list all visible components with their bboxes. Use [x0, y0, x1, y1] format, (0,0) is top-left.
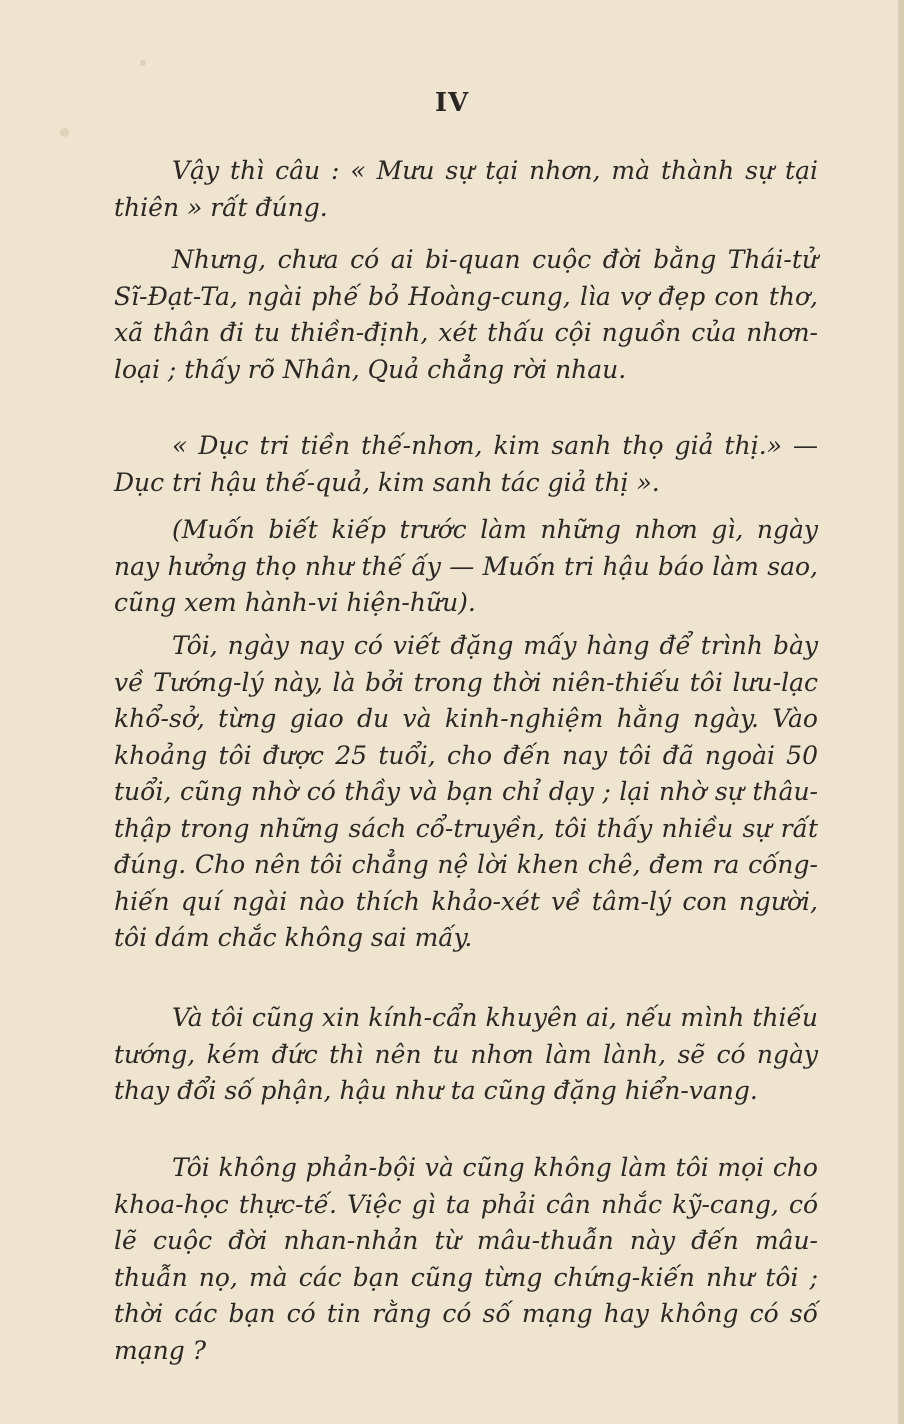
paragraph-text: Tôi không phản-bội và cũng không làm tôi mọi cho khoa-học thực-tế. Việc gì ta phải cân nhắc kỹ-cang, có lẽ cuộc đời nhan-nhản từ mâu-thuẫn này đến mâu-thuẫn nọ, mà các bạn cũng từng chứng-kiến như tôi ; thời các bạn có tin rằng có số mạng hay không có số mạng ?	[114, 1153, 818, 1365]
paragraph-2	[114, 242, 818, 388]
paragraph-4	[114, 512, 818, 622]
paragraph-5	[114, 628, 818, 957]
paragraph-text: (Muốn biết kiếp trước làm những nhơn gì, ngày nay hưởng thọ như thế ấy — Muốn tri hậu báo làm sao, cũng xem hành-vi hiện-hữu).	[114, 515, 818, 617]
paper-stain	[140, 60, 146, 66]
paragraph-7	[114, 1150, 818, 1369]
paragraph-6	[114, 1000, 818, 1110]
paragraph-text: Tôi, ngày nay có viết đặng mấy hàng để trình bày về Tướng-lý này, là bởi trong thời niên-thiếu tôi lưu-lạc khổ-sở, từng giao du và kinh-nghiệm hằng ngày. Vào khoảng tôi được 25 tuổi, cho đến nay tôi đã ngoài 50 tuổi, cũng nhờ có thầy và bạn chỉ dạy ; lại nhờ sự thâu-thập trong những sách cổ-truyền, tôi thấy nhiều sự rất đúng. Cho nên tôi chẳng nệ lời khen chê, đem ra cống-hiến quí ngài nào thích khảo-xét về tâm-lý con người, tôi dám chắc không sai mấy.	[114, 631, 818, 952]
paragraph-text: « Dục tri tiền thế-nhơn, kim sanh thọ giả thị.» — Dục tri hậu thế-quả, kim sanh tác giả thị ».	[114, 431, 818, 497]
paragraph-text: Vậy thì câu : « Mưu sự tại nhơn, mà thành sự tại thiên » rất đúng.	[114, 156, 818, 222]
paper-stain	[60, 128, 69, 137]
paragraph-text: Và tôi cũng xin kính-cẩn khuyên ai, nếu mình thiếu tướng, kém đức thì nên tu nhơn làm lành, sẽ có ngày thay đổi số phận, hậu như ta cũng đặng hiển-vang.	[114, 1003, 818, 1105]
paragraph-3	[114, 428, 818, 501]
paragraph-1	[114, 153, 818, 226]
page-number: IV	[434, 88, 470, 118]
paragraph-text: Nhưng, chưa có ai bi-quan cuộc đời bằng Thái-tử Sĩ-Đạt-Ta, ngài phế bỏ Hoàng-cung, lìa vợ đẹp con thơ, xã thân đi tu thiền-định, xét thấu cội nguồn của nhơn-loại ; thấy rõ Nhân, Quả chẳng rời nhau.	[114, 245, 818, 384]
page-edge	[898, 0, 904, 1424]
